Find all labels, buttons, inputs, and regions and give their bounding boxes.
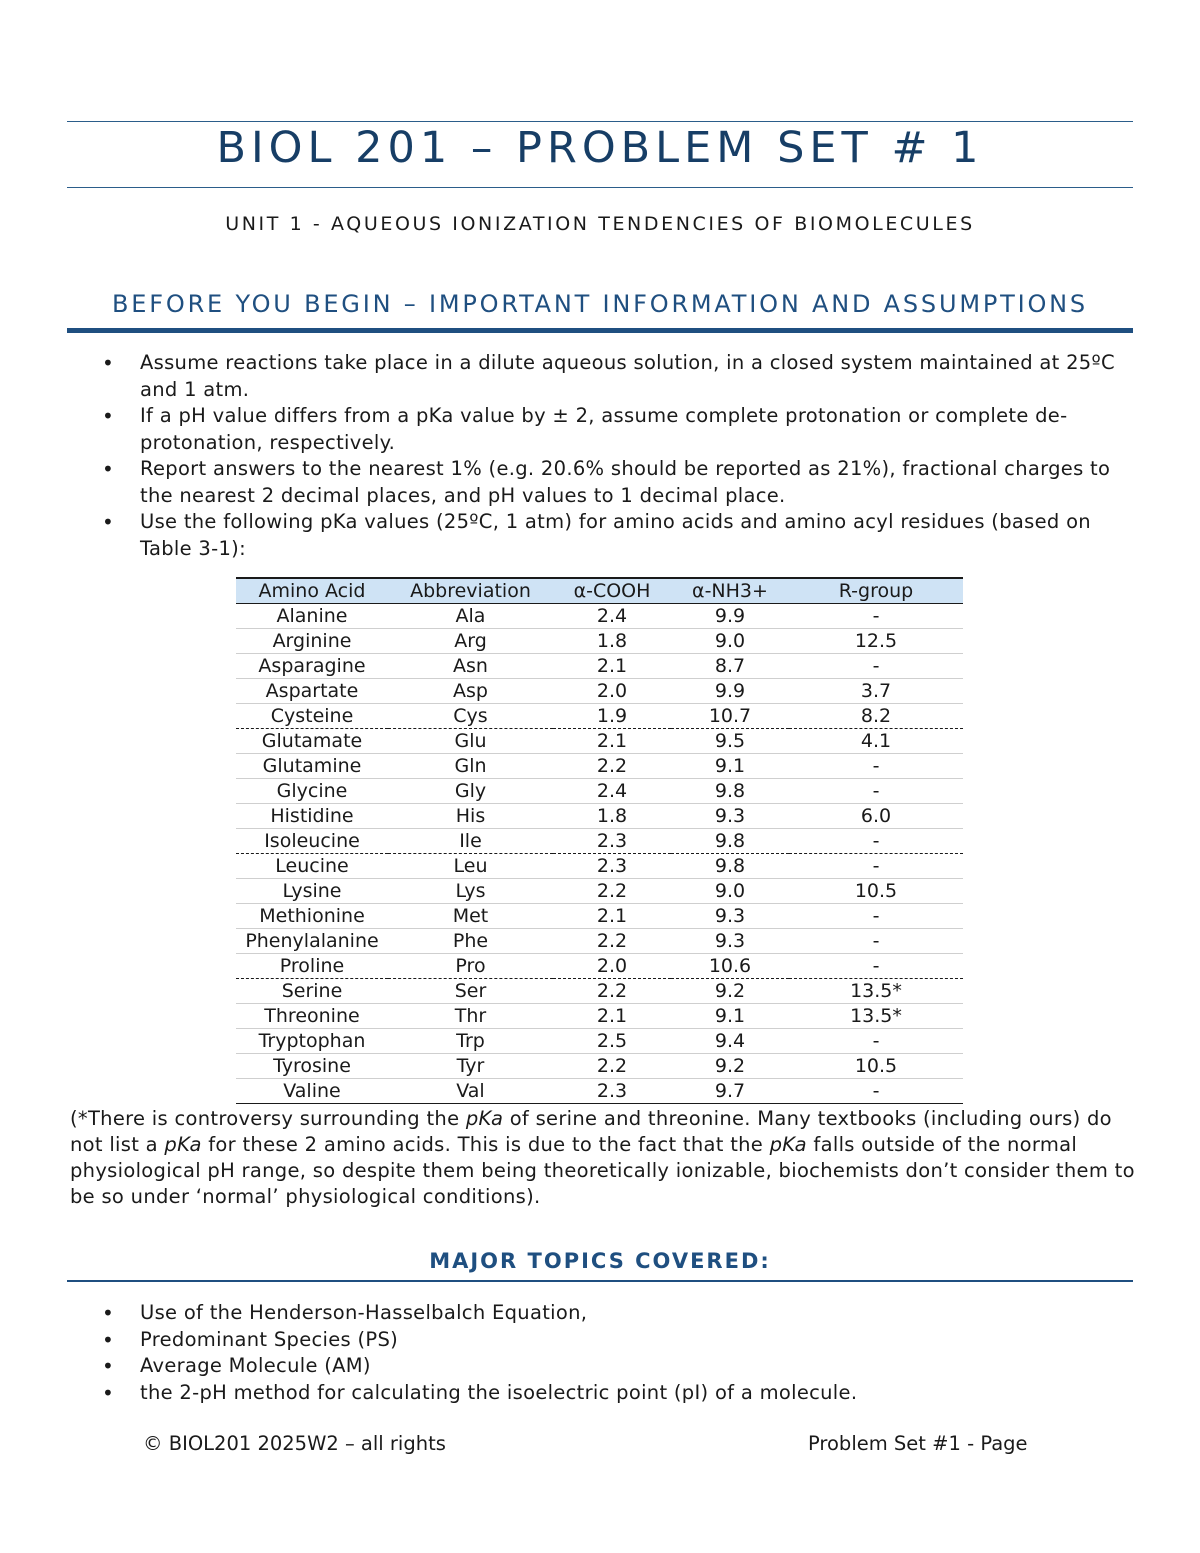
table-cell: 2.2 [553,754,671,779]
table-row [236,604,963,629]
table-cell: 4.1 [789,729,963,754]
table-cell: 9.3 [671,904,789,929]
table-row [236,854,963,879]
column-header: α-COOH [553,578,671,604]
table-cell: 9.3 [671,804,789,829]
bullet-icon: • [102,1301,115,1325]
table-cell: 9.2 [671,1054,789,1079]
table-cell: Valine [236,1079,388,1104]
table-cell: 8.7 [671,654,789,679]
table-cell: 9.5 [671,729,789,754]
table-cell: Methionine [236,904,388,929]
table-row [236,729,963,754]
table-cell: 13.5* [789,1004,963,1029]
bullet-icon: • [102,1380,115,1405]
table-row [236,904,963,929]
table-cell: Ala [388,604,553,629]
table-cell: 2.1 [553,654,671,679]
table-cell: Alanine [236,604,388,629]
bullet-icon: • [102,404,115,428]
table-cell: 10.6 [671,954,789,979]
table-cell: 2.4 [553,604,671,629]
topics-list [102,1300,1135,1406]
table-cell: Glutamine [236,754,388,779]
table-cell: 1.9 [553,704,671,729]
list-item: • Use the following pKa values (25ºC, 1 atm) for amino acids and amino acyl residues (based on Table 3-1): [102,510,1091,560]
table-cell: 9.9 [671,679,789,704]
table-cell: 2.4 [553,779,671,804]
table-cell: Val [388,1079,553,1104]
table-cell: Tyrosine [236,1054,388,1079]
table-cell: Glutamate [236,729,388,754]
table-cell: 2.1 [553,904,671,929]
table-cell: 2.3 [553,1079,671,1104]
list-item: • Average Molecule (AM) [102,1354,371,1378]
table-row [236,879,963,904]
table-cell: Cys [388,704,553,729]
table-cell: 13.5* [789,979,963,1004]
table-cell: Asp [388,679,553,704]
table-cell: Leucine [236,854,388,879]
footer-page-label: Problem Set #1 - Page [808,1432,1028,1455]
table-cell: - [789,929,963,954]
table-cell: 9.4 [671,1029,789,1054]
table-cell: Pro [388,954,553,979]
footer-copyright: © BIOL201 2025W2 – all rights [143,1432,446,1455]
table-row [236,954,963,979]
table-cell: - [789,604,963,629]
table-cell: Arginine [236,629,388,654]
section-heading-major-topics: MAJOR TOPICS COVERED: [429,1249,771,1273]
table-row [236,829,963,854]
table-cell: 2.1 [553,729,671,754]
table-cell: 9.9 [671,604,789,629]
table-cell: 10.5 [789,1054,963,1079]
table-cell: 2.0 [553,679,671,704]
table-cell: Isoleucine [236,829,388,854]
table-cell: - [789,954,963,979]
table-cell: 2.2 [553,879,671,904]
table-cell: 2.3 [553,854,671,879]
table-cell: Asparagine [236,654,388,679]
table-cell: 1.8 [553,629,671,654]
bullet-icon: • [102,351,115,375]
table-cell: 2.0 [553,954,671,979]
table-cell: - [789,1079,963,1104]
table-cell: Phenylalanine [236,929,388,954]
title-bottom-rule [67,187,1133,188]
table-row [236,979,963,1004]
table-row [236,654,963,679]
table-row [236,704,963,729]
table-cell: His [388,804,553,829]
table-cell: - [789,904,963,929]
table-cell: Serine [236,979,388,1004]
table-cell: Aspartate [236,679,388,704]
table-row [236,1004,963,1029]
section-heading-rule [67,1280,1133,1282]
table-row [236,779,963,804]
table-cell: Histidine [236,804,388,829]
table-cell: Lys [388,879,553,904]
table-cell: Gln [388,754,553,779]
table-cell: Lysine [236,879,388,904]
table-cell: Leu [388,854,553,879]
table-cell: Asn [388,654,553,679]
table-cell: 2.2 [553,929,671,954]
table-cell: 10.7 [671,704,789,729]
table-cell: 2.2 [553,1054,671,1079]
table-cell: 9.8 [671,829,789,854]
table-cell: 2.1 [553,1004,671,1029]
table-cell: Phe [388,929,553,954]
table-cell: 12.5 [789,629,963,654]
column-header: R-group [789,578,963,604]
table-cell: 9.8 [671,779,789,804]
table-row [236,929,963,954]
table-header-row [236,578,963,604]
table-cell: 2.5 [553,1029,671,1054]
column-header: α-NH3+ [671,578,789,604]
table-cell: - [789,854,963,879]
table-body [236,604,963,1104]
table-row [236,1079,963,1104]
table-cell: Glu [388,729,553,754]
list-item: • If a pH value differs from a pKa value by ± 2, assume complete protonation or complete de-protonation, respectively. [102,404,1068,454]
table-cell: 6.0 [789,804,963,829]
table-row [236,679,963,704]
page-title: BIOL 201 – PROBLEM SET # 1 [216,123,984,173]
table-cell: 9.8 [671,854,789,879]
list-item: • Assume reactions take place in a dilute aqueous solution, in a closed system maintained at 25ºC and 1 atm. [102,351,1115,401]
table-cell: 9.0 [671,629,789,654]
column-header: Abbreviation [388,578,553,604]
section-heading-before-you-begin: BEFORE YOU BEGIN – IMPORTANT INFORMATION AND ASSUMPTIONS [112,290,1088,318]
table-cell: 2.3 [553,829,671,854]
table-cell: Tyr [388,1054,553,1079]
table-cell: 9.3 [671,929,789,954]
table-cell: 3.7 [789,679,963,704]
table-cell: Ser [388,979,553,1004]
column-header: Amino Acid [236,578,388,604]
table-cell: 9.1 [671,754,789,779]
table-cell: Tryptophan [236,1029,388,1054]
bullet-icon: • [102,457,115,481]
table-row [236,754,963,779]
table-cell: 10.5 [789,879,963,904]
table-cell: 9.0 [671,879,789,904]
table-cell: 1.8 [553,804,671,829]
table-cell: 9.7 [671,1079,789,1104]
table-cell: - [789,829,963,854]
table-cell: - [789,1029,963,1054]
table-cell: Cysteine [236,704,388,729]
section-heading-rule [67,328,1133,333]
table-row [236,1054,963,1079]
serine-threonine-note: (*There is controversy surrounding the pKa of serine and threonine. Many textbooks (including ours) do not list a pKa for these 2 amino acids. This is due to the fact that the pKa falls outside of the normal physiological pH range, so despite them being theoretically ionizable, biochemists don’t consider them to be so under ‘normal’ physiological conditions). [70,1107,1135,1208]
table-cell: 9.1 [671,1004,789,1029]
table-row [236,804,963,829]
unit-subtitle: UNIT 1 - AQUEOUS IONIZATION TENDENCIES OF BIOMOLECULES [225,213,975,235]
table-cell: Thr [388,1004,553,1029]
table-cell: - [789,779,963,804]
table-cell: Ile [388,829,553,854]
table-cell: 2.2 [553,979,671,1004]
bullet-icon: • [102,1354,115,1378]
table-cell: Met [388,904,553,929]
table-row [236,1029,963,1054]
list-item: • Predominant Species (PS) [102,1327,399,1352]
table-cell: Arg [388,629,553,654]
list-item: • Report answers to the nearest 1% (e.g. 20.6% should be reported as 21%), fractional charges to the nearest 2 decimal places, and pH values to 1 decimal place. [102,457,1111,507]
table-cell: Gly [388,779,553,804]
list-item: • the 2-pH method for calculating the isoelectric point (pI) of a molecule. [102,1380,858,1405]
table-cell: - [789,654,963,679]
table-cell: Threonine [236,1004,388,1029]
table-cell: Trp [388,1029,553,1054]
table-cell: Glycine [236,779,388,804]
table-cell: Proline [236,954,388,979]
table-cell: 9.2 [671,979,789,1004]
table-row [236,629,963,654]
table-cell: 8.2 [789,704,963,729]
table-cell: - [789,754,963,779]
bullet-icon: • [102,1327,115,1352]
list-item: • Use of the Henderson-Hasselbalch Equation, [102,1301,588,1325]
pka-table [236,577,963,1104]
bullet-icon: • [102,510,115,534]
assumptions-list [102,350,1135,562]
